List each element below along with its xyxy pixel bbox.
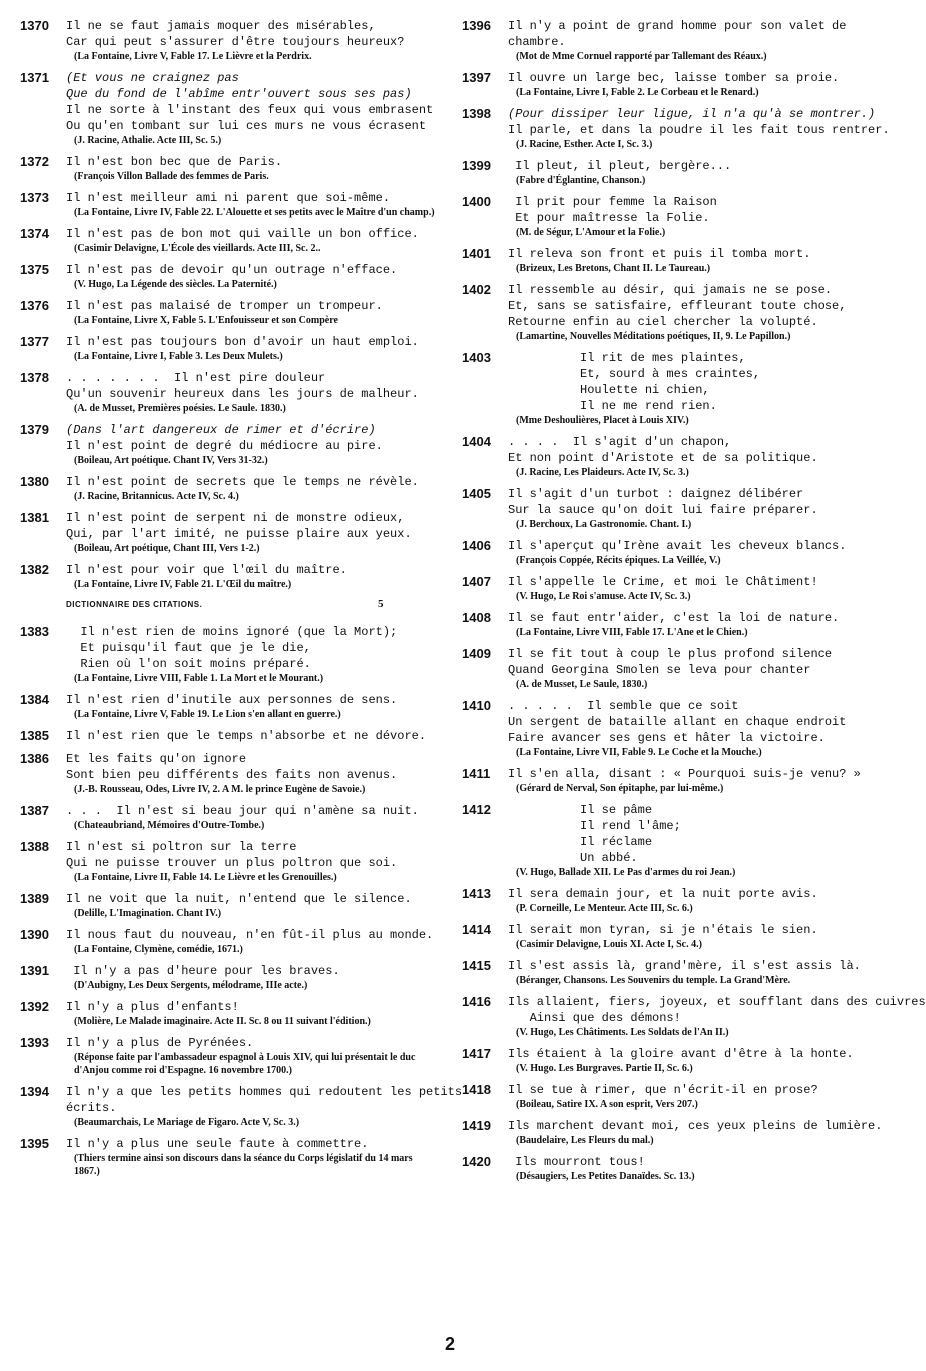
entry-number: 1418 (462, 1082, 491, 1097)
quote-entry (462, 1154, 882, 1183)
entry-number: 1373 (20, 190, 49, 205)
quote-body (66, 624, 438, 685)
entry-number: 1386 (20, 751, 49, 766)
citation-source: (La Fontaine, Livre II, Fable 14. Le Lièvre et les Grenouilles.) (74, 872, 337, 883)
entry-number: 1417 (462, 1046, 491, 1061)
quote-body (66, 891, 438, 920)
citation-source: (Boileau, Art poétique. Chant IV, Vers 31-32.) (74, 455, 268, 466)
quote-entry (462, 282, 882, 343)
quote-line: Il nous faut du nouveau, n'en fût-il plus au monde. (66, 928, 434, 942)
quote-body (508, 158, 882, 187)
quote-entry (20, 474, 438, 503)
quote-body (508, 434, 882, 479)
quote-line: Sur la sauce qu'on doit lui faire préparer. (508, 503, 818, 517)
quote-body (66, 751, 438, 796)
citation-source: (Casimir Delavigne, L'École des vieillards. Acte III, Sc. 2.. (74, 243, 321, 254)
quote-body (508, 246, 882, 275)
quote-line: Il n'est pas malaisé de tromper un trompeur. (66, 299, 383, 313)
entry-number: 1416 (462, 994, 491, 1009)
quote-line: Retourne enfin au ciel chercher la volupté. (508, 315, 818, 329)
quote-body (66, 262, 438, 291)
entry-number: 1378 (20, 370, 49, 385)
quote-entry (462, 1046, 882, 1075)
citation-source: (J. Racine, Esther. Acte I, Sc. 3.) (516, 139, 653, 150)
quote-body (508, 1118, 882, 1147)
quote-line: Il rit de mes plaintes, (508, 351, 746, 365)
quote-entry (20, 891, 438, 920)
quote-line: Il sera demain jour, et la nuit porte avis. (508, 887, 818, 901)
entry-number: 1377 (20, 334, 49, 349)
entry-number: 1390 (20, 927, 49, 942)
quote-line: Il n'y a plus de Pyrénées. (66, 1036, 254, 1050)
entry-number: 1381 (20, 510, 49, 525)
entry-number: 1383 (20, 624, 49, 639)
citation-source: (Chateaubriand, Mémoires d'Outre-Tombe.) (74, 820, 265, 831)
quote-body (508, 486, 882, 531)
entry-number: 1420 (462, 1154, 491, 1169)
citation-source: (François Coppée, Récits épiques. La Veillée, V.) (516, 555, 721, 566)
entry-number: 1415 (462, 958, 491, 973)
quote-entry (462, 886, 882, 915)
entry-number: 1382 (20, 562, 49, 577)
citation-source: (La Fontaine, Livre V, Fable 17. Le Lièvre et la Perdrix. (74, 51, 312, 62)
citation-source: (V. Hugo, Les Châtiments. Les Soldats de l'An II.) (516, 1027, 729, 1038)
entry-number: 1403 (462, 350, 491, 365)
quote-body (66, 692, 438, 721)
entry-number: 1413 (462, 886, 491, 901)
entry-number: 1372 (20, 154, 49, 169)
quote-line: Il n'est meilleur ami ni parent que soi-même. (66, 191, 391, 205)
quote-entry (462, 646, 882, 691)
quote-entry (462, 922, 882, 951)
citation-source: (J.-B. Rousseau, Odes, Livre IV, 2. A M. le prince Eugène de Savoie.) (74, 784, 366, 795)
citation-source: (La Fontaine, Livre IV, Fable 22. L'Alouette et ses petits avec le Maître d'un champ.) (74, 207, 435, 218)
quote-line: Il s'agit d'un turbot : daignez délibérer (508, 487, 804, 501)
citation-source: (Beaumarchais, Le Mariage de Figaro. Acte V, Sc. 3.) (74, 1117, 300, 1128)
quote-entry (20, 298, 438, 327)
quote-body (508, 350, 882, 427)
quote-entry (462, 1118, 882, 1147)
quote-line: Il n'est rien que le temps n'absorbe et ne dévore. (66, 729, 427, 743)
quote-line: Il n'est pour voir que l'œil du maître. (66, 563, 347, 577)
entry-number: 1384 (20, 692, 49, 707)
quote-line: Il s'en alla, disant : « Pourquoi suis-je venu? » (508, 767, 861, 781)
entry-number: 1401 (462, 246, 491, 261)
quote-line: Quand Georgina Smolen se leva pour chanter (508, 663, 811, 677)
quote-line: Il pleut, il pleut, bergère... (508, 159, 732, 173)
quote-body (66, 1136, 438, 1178)
entry-number: 1409 (462, 646, 491, 661)
entry-number: 1404 (462, 434, 491, 449)
entry-number: 1419 (462, 1118, 491, 1133)
citation-source: (J. Racine, Les Plaideurs. Acte IV, Sc. 3.) (516, 467, 689, 478)
quote-body (66, 334, 438, 363)
entry-number: 1397 (462, 70, 491, 85)
citation-source: (D'Aubigny, Les Deux Sergents, mélodrame, IIIe acte.) (74, 980, 308, 991)
quote-body (508, 958, 882, 987)
quote-line: Il se tue à rimer, que n'écrit-il en prose? (508, 1083, 818, 1097)
citation-source: (La Fontaine, Livre IV, Fable 21. L'Œil du maître.) (74, 579, 292, 590)
quote-body (508, 106, 890, 151)
quote-entry (20, 18, 438, 63)
entry-number: 1400 (462, 194, 491, 209)
entry-number: 1394 (20, 1084, 49, 1099)
quote-entry (462, 802, 882, 879)
left-column (20, 18, 463, 1185)
quote-entry (462, 246, 882, 275)
quote-line: Il n'est rien de moins ignoré (que la Mort); (66, 625, 398, 639)
quote-body (66, 18, 438, 63)
quote-line: Il parle, et dans la poudre il les fait tous rentrer. (508, 123, 890, 137)
entry-number: 1402 (462, 282, 491, 297)
quote-line: (Dans l'art dangereux de rimer et d'écrire) (66, 423, 376, 437)
quote-line: Il n'est rien d'inutile aux personnes de sens. (66, 693, 398, 707)
citation-source: (Casimir Delavigne, Louis XI. Acte I, Sc. 4.) (516, 939, 702, 950)
quote-line: Il n'y a plus d'enfants! (66, 1000, 239, 1014)
quote-line: Et non point d'Aristote et de sa politique. (508, 451, 818, 465)
entry-number: 1375 (20, 262, 49, 277)
citation-source: (Gérard de Nerval, Son épitaphe, par lui-même.) (516, 783, 724, 794)
quote-line: Il n'y a plus une seule faute à commettre. (66, 1137, 369, 1151)
entry-number: 1399 (462, 158, 491, 173)
quote-body (66, 474, 438, 503)
quote-body (508, 1046, 882, 1075)
quote-entry (20, 562, 438, 591)
entry-number: 1387 (20, 803, 49, 818)
quote-entry (20, 728, 438, 744)
quote-body (66, 803, 438, 832)
entry-number: 1388 (20, 839, 49, 854)
quote-line: Houlette ni chien, (508, 383, 710, 397)
quote-line: Il s'appelle le Crime, et moi le Châtiment! (508, 575, 818, 589)
entry-number: 1407 (462, 574, 491, 589)
quote-body (508, 194, 882, 239)
quote-line: écrits. (66, 1101, 117, 1115)
quote-body (508, 802, 882, 879)
quote-line: Il se pâme (508, 803, 653, 817)
quote-line: Rien où l'on soit moins préparé. (66, 657, 311, 671)
citation-source: (A. de Musset, Premières poésies. Le Saule. 1830.) (74, 403, 286, 414)
quote-body (508, 574, 882, 603)
quote-body (508, 1082, 882, 1111)
quote-line: Il ressemble au désir, qui jamais ne se pose. (508, 283, 833, 297)
quote-line: Il ne me rend rien. (508, 399, 717, 413)
quote-entry (462, 574, 882, 603)
quote-line: Qui ne puisse trouver un plus poltron que soi. (66, 856, 398, 870)
quote-line: Un sergent de bataille allant en chaque endroit (508, 715, 847, 729)
quote-body (66, 298, 438, 327)
quote-entry (462, 1082, 882, 1111)
citation-source: (V. Hugo, La Légende des siècles. La Paternité.) (74, 279, 277, 290)
quote-body (508, 922, 882, 951)
quote-body (508, 282, 882, 343)
quote-body (66, 70, 438, 147)
quote-body (66, 562, 438, 591)
entry-number: 1393 (20, 1035, 49, 1050)
quote-body (66, 927, 438, 956)
quote-line: Il ne se faut jamais moquer des misérables, (66, 19, 376, 33)
quote-line: Faire avancer ses gens et hâter la victoire. (508, 731, 825, 745)
quote-entry (20, 624, 438, 685)
quote-entry (462, 994, 926, 1039)
citation-source: (Baudelaire, Les Fleurs du mal.) (516, 1135, 654, 1146)
quote-line: Il n'est pas de bon mot qui vaille un bon office. (66, 227, 419, 241)
quote-line: Il n'est si poltron sur la terre (66, 840, 297, 854)
quote-entry (462, 106, 890, 151)
citation-source: (J. Racine, Britannicus. Acte IV, Sc. 4.) (74, 491, 239, 502)
quote-entry (462, 698, 882, 759)
entry-number: 1396 (462, 18, 491, 33)
quote-line: Sont bien peu différents des faits non avenus. (66, 768, 398, 782)
quote-line: Il rend l'âme; (508, 819, 681, 833)
quote-entry (20, 839, 438, 884)
entry-number: 1392 (20, 999, 49, 1014)
entry-number: 1410 (462, 698, 491, 713)
entry-number: 1395 (20, 1136, 49, 1151)
quote-entry (20, 1035, 438, 1077)
quote-line: Il s'aperçut qu'Irène avait les cheveux blancs. (508, 539, 847, 553)
sheet-footer (66, 598, 438, 610)
quote-body (66, 839, 438, 884)
citation-source: (J. Berchoux, La Gastronomie. Chant. I.) (516, 519, 692, 530)
quote-line: Il prit pour femme la Raison (508, 195, 717, 209)
sheet-footer-number: 5 (378, 598, 384, 610)
quote-entry (462, 194, 882, 239)
quote-body (66, 154, 438, 183)
citation-source: (Réponse faite par l'ambassadeur espagnol à Louis XIV, qui lui présentait le duc d'Anjou comme roi d'Espagne. 16 novembre 1700.) (74, 1052, 418, 1076)
quote-line: Il n'est pas de devoir qu'un outrage n'efface. (66, 263, 398, 277)
quote-line: Il n'est bon bec que de Paris. (66, 155, 283, 169)
citation-source: (La Fontaine, Livre VII, Fable 9. Le Coche et la Mouche.) (516, 747, 762, 758)
quote-body (508, 1154, 882, 1183)
quote-line: Ainsi que des démons! (508, 1011, 681, 1025)
quote-line: Que du fond de l'abîme entr'ouvert sous ses pas) (66, 87, 412, 101)
quote-entry (462, 434, 882, 479)
quote-line: Il n'y a point de grand homme pour son valet de (508, 19, 847, 33)
citation-source: (François Villon Ballade des femmes de Paris. (74, 171, 269, 182)
citation-source: (Béranger, Chansons. Les Souvenirs du temple. La Grand'Mère. (516, 975, 791, 986)
quote-line: Il n'est point de degré du médiocre au pire. (66, 439, 383, 453)
entry-number: 1380 (20, 474, 49, 489)
quote-entry (20, 70, 438, 147)
citation-source: (Thiers termine ainsi son discours dans la séance du Corps législatif du 14 mars 1867.) (74, 1153, 416, 1177)
quote-entry (462, 486, 882, 531)
quote-entry (462, 538, 882, 567)
quote-body (508, 698, 882, 759)
quote-body (66, 1084, 463, 1129)
entry-number: 1389 (20, 891, 49, 906)
quote-line: Et les faits qu'on ignore (66, 752, 247, 766)
quote-body (508, 610, 882, 639)
quote-entry (20, 422, 438, 467)
entry-number: 1411 (462, 766, 491, 781)
quote-line: Un abbé. (508, 851, 638, 865)
quote-entry (20, 803, 438, 832)
citation-source: (Delille, L'Imagination. Chant IV.) (74, 908, 222, 919)
quote-body (508, 766, 882, 795)
entry-number: 1408 (462, 610, 491, 625)
quote-line: Il se faut entr'aider, c'est la loi de nature. (508, 611, 840, 625)
quote-line: Il ouvre un large bec, laisse tomber sa proie. (508, 71, 840, 85)
citation-source: (Désaugiers, Les Petites Danaïdes. Sc. 13.) (516, 1171, 695, 1182)
entry-number: 1406 (462, 538, 491, 553)
citation-source: (Mme Deshoulières, Placet à Louis XIV.) (516, 415, 689, 426)
entry-number: 1405 (462, 486, 491, 501)
citation-source: (La Fontaine, Livre I, Fable 2. Le Corbeau et le Renard.) (516, 87, 759, 98)
quote-line: Qu'un souvenir heureux dans les jours de malheur. (66, 387, 419, 401)
page-number: 2 (444, 1334, 455, 1354)
quote-entry (20, 751, 438, 796)
quote-entry (20, 262, 438, 291)
quote-line: . . . . . . . Il n'est pire douleur (66, 371, 326, 385)
quote-body (508, 994, 926, 1039)
quote-entry (20, 963, 438, 992)
citation-source: (La Fontaine, Clymène, comédie, 1671.) (74, 944, 243, 955)
quote-line: Il n'y a que les petits hommes qui redoutent les petits (66, 1085, 463, 1099)
quote-line: (Pour dissiper leur ligue, il n'a qu'à se montrer.) (508, 107, 876, 121)
quote-body (66, 510, 438, 555)
quote-entry (20, 226, 438, 255)
quote-line: Ils mourront tous! (508, 1155, 645, 1169)
quote-line: Il releva son front et puis il tomba mort. (508, 247, 811, 261)
entry-number: 1379 (20, 422, 49, 437)
entry-number: 1412 (462, 802, 491, 817)
quote-body (66, 1035, 438, 1077)
quote-entry (462, 610, 882, 639)
citation-source: (Brizeux, Les Bretons, Chant II. Le Taureau.) (516, 263, 711, 274)
citation-source: (A. de Musset, Le Saule, 1830.) (516, 679, 648, 690)
quote-line: Il n'est pas toujours bon d'avoir un haut emploi. (66, 335, 419, 349)
sheet-footer-title: DICTIONNAIRE DES CITATIONS. (66, 600, 203, 609)
quote-entry (20, 1084, 463, 1129)
quote-entry (20, 999, 438, 1028)
citation-source: (Boileau, Art poétique, Chant III, Vers 1-2.) (74, 543, 260, 554)
citation-source: (La Fontaine, Livre X, Fable 5. L'Enfouisseur et son Compère (74, 315, 338, 326)
quote-line: Il réclame (508, 835, 653, 849)
entry-number: 1370 (20, 18, 49, 33)
quote-entry (20, 510, 438, 555)
citation-source: (La Fontaine, Livre I, Fable 3. Les Deux Mulets.) (74, 351, 283, 362)
quote-entry (20, 334, 438, 363)
quote-line: (Et vous ne craignez pas (66, 71, 239, 85)
quote-line: . . . . . Il semble que ce soit (508, 699, 739, 713)
citation-source: (J. Racine, Athalie. Acte III, Sc. 5.) (74, 135, 222, 146)
citation-source: (La Fontaine, Livre V, Fable 19. Le Lion s'en allant en guerre.) (74, 709, 341, 720)
quote-body (508, 538, 882, 567)
quote-body (66, 963, 438, 992)
entry-number: 1371 (20, 70, 49, 85)
quote-line: Il se fit tout à coup le plus profond silence (508, 647, 833, 661)
quote-line: Il ne sorte à l'instant des feux qui vous embrasent (66, 103, 434, 117)
quote-line: Il n'y a pas d'heure pour les braves. (66, 964, 340, 978)
quote-line: . . . . Il s'agit d'un chapon, (508, 435, 732, 449)
citation-source: (V. Hugo. Les Burgraves. Partie II, Sc. 6.) (516, 1063, 693, 1074)
quote-line: Ils marchent devant moi, ces yeux pleins de lumière. (508, 1119, 883, 1133)
quote-entry (20, 927, 438, 956)
quote-line: Qui, par l'art imité, ne puisse plaire aux yeux. (66, 527, 412, 541)
citation-source: (Lamartine, Nouvelles Méditations poétiques, II, 9. Le Papillon.) (516, 331, 791, 342)
quote-body (66, 999, 438, 1028)
quote-entry (462, 18, 882, 63)
entry-number: 1374 (20, 226, 49, 241)
quote-body (66, 190, 438, 219)
entry-number: 1414 (462, 922, 491, 937)
quote-line: Il ne voit que la nuit, n'entend que le silence. (66, 892, 412, 906)
quote-body (508, 886, 882, 915)
entry-number: 1398 (462, 106, 491, 121)
quote-body (66, 422, 438, 467)
quote-line: Car qui peut s'assurer d'être toujours heureux? (66, 35, 405, 49)
quote-entry (20, 190, 438, 219)
citation-source: (Molière, Le Malade imaginaire. Acte II. Sc. 8 ou 11 suivant l'édition.) (74, 1016, 371, 1027)
citation-source: (Fabre d'Églantine, Chanson.) (516, 175, 646, 186)
entry-number: 1391 (20, 963, 49, 978)
quote-body (508, 646, 882, 691)
quote-body (508, 70, 882, 99)
quote-entry (462, 766, 882, 795)
quote-entry (462, 158, 882, 187)
quote-line: Il s'est assis là, grand'mère, il s'est assis là. (508, 959, 861, 973)
quote-body (66, 226, 438, 255)
citation-source: (La Fontaine, Livre VIII, Fable 17. L'Ane et le Chien.) (516, 627, 748, 638)
quote-entry (20, 370, 438, 415)
quote-entry (20, 692, 438, 721)
entry-number: 1385 (20, 728, 49, 743)
quote-line: . . . Il n'est si beau jour qui n'amène sa nuit. (66, 804, 419, 818)
quote-line: chambre. (508, 35, 566, 49)
citation-source: (P. Corneille, Le Menteur. Acte III, Sc. 6.) (516, 903, 693, 914)
quote-line: Il n'est point de serpent ni de monstre odieux, (66, 511, 405, 525)
quote-line: Il n'est point de secrets que le temps ne révèle. (66, 475, 419, 489)
entry-number: 1376 (20, 298, 49, 313)
citation-source: (Boileau, Satire IX. A son esprit, Vers 207.) (516, 1099, 698, 1110)
quote-line: Ou qu'en tombant sur lui ces murs ne vous écrasent (66, 119, 427, 133)
citation-source: (Mot de Mme Cornuel rapporté par Tallemant des Réaux.) (516, 51, 767, 62)
quote-entry (20, 1136, 438, 1178)
quote-line: Et, sourd à mes craintes, (508, 367, 761, 381)
quote-line: Il serait mon tyran, si je n'étais le sien. (508, 923, 818, 937)
quote-line: Ils allaient, fiers, joyeux, et soufflant dans des cuivres (508, 995, 926, 1009)
quote-entry (462, 70, 882, 99)
citation-source: (La Fontaine, Livre VIII, Fable 1. La Mort et le Mourant.) (74, 673, 324, 684)
quote-body (66, 728, 438, 744)
quote-entry (20, 154, 438, 183)
citation-source: (M. de Ségur, L'Amour et la Folie.) (516, 227, 666, 238)
quote-entry (462, 350, 882, 427)
quote-body (508, 18, 882, 63)
quote-entry (462, 958, 882, 987)
citation-source: (V. Hugo, Le Roi s'amuse. Acte IV, Sc. 3.) (516, 591, 691, 602)
citation-source: (V. Hugo, Ballade XII. Le Pas d'armes du roi Jean.) (516, 867, 736, 878)
right-column (462, 18, 926, 1190)
quote-line: Ils étaient à la gloire avant d'être à la honte. (508, 1047, 854, 1061)
quote-body (66, 370, 438, 415)
quote-line: Et puisqu'il faut que je le die, (66, 641, 311, 655)
quote-line: Et, sans se satisfaire, effleurant toute chose, (508, 299, 847, 313)
quote-line: Et pour maîtresse la Folie. (508, 211, 710, 225)
